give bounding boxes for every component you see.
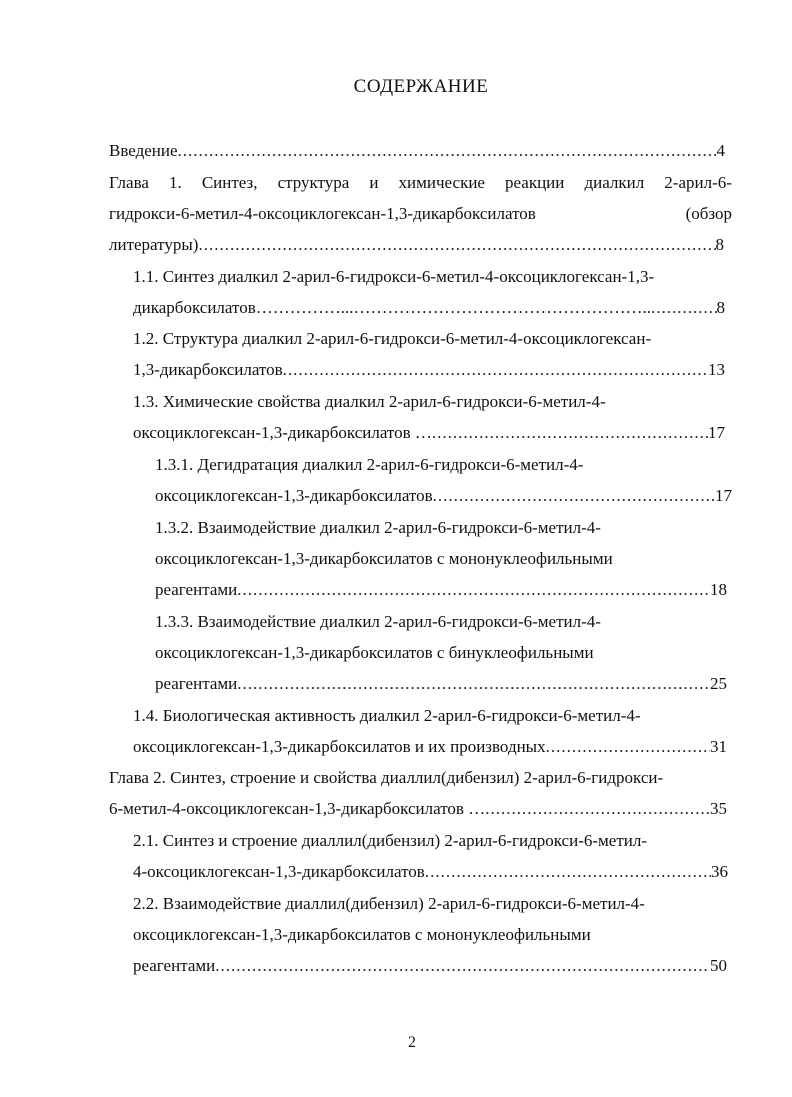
- toc-entry-1-3-1: [155, 449, 732, 511]
- toc-entry-1-1: [133, 261, 725, 323]
- leader-dots: [237, 574, 710, 605]
- toc-entry-title: 1.4. Биологическая активность диалкил 2-арил-6-гидрокси-6-метил-4-: [133, 706, 641, 725]
- toc-page-number: 13: [708, 360, 725, 379]
- toc-word: Синтез,: [201, 173, 258, 192]
- toc-entry-title: оксоциклогексан-1,3-дикарбоксилатов: [155, 486, 433, 505]
- toc-entry-title: 2.2. Взаимодействие диаллил(дибензил) 2-арил-6-гидрокси-6-метил-4-: [133, 894, 645, 913]
- toc-entry-title: реагентами: [155, 674, 238, 693]
- toc-entry-title: оксоциклогексан-1,3-дикарбоксилатов и их производных: [133, 737, 546, 756]
- toc-entry-title: Введение: [109, 141, 178, 160]
- toc-entry-title: (обзор: [685, 204, 732, 223]
- leader-dots: [485, 793, 710, 824]
- leader-dots: [432, 417, 708, 448]
- toc-page-number: 18: [710, 580, 727, 599]
- toc-entry-title: оксоциклогексан-1,3-дикарбоксилатов …: [133, 423, 432, 442]
- toc-entry-title: 1.1. Синтез диалкил 2-арил-6-гидрокси-6-метил-4-оксоциклогексан-1,3-: [133, 267, 655, 286]
- toc-entry-1-3-2: [155, 512, 727, 605]
- toc-entry-title: Глава 2. Синтез, строение и свойства диаллил(дибензил) 2-арил-6-гидрокси-: [109, 768, 664, 787]
- toc-word: 2-арил-6-: [664, 173, 732, 192]
- toc-word: реакции: [505, 173, 565, 192]
- toc-page-number: 35: [710, 799, 727, 818]
- toc-entry-title: 1.3.1. Дегидратация диалкил 2-арил-6-гидрокси-6-метил-4-: [155, 455, 584, 474]
- toc-entry-line: [109, 198, 732, 229]
- toc-page-number: 8: [716, 298, 725, 317]
- toc-page-number: 36: [711, 862, 728, 881]
- toc-entry-2-1: [133, 825, 728, 887]
- toc-entry-title: 1,3-дикарбоксилатов: [133, 360, 283, 379]
- toc-entry-title: 4-оксоциклогексан-1,3-дикарбоксилатов: [133, 862, 425, 881]
- toc-entry-title: литературы): [109, 235, 199, 254]
- page-title: СОДЕРЖАНИЕ: [353, 76, 489, 97]
- toc-entry-title: гидрокси-6-метил-4-оксоциклогексан-1,3-дикарбоксилатов: [109, 204, 536, 223]
- toc-entry-title: 1.3. Химические свойства диалкил 2-арил-6-гидрокси-6-метил-4-: [133, 392, 606, 411]
- toc-page-number: 50: [710, 956, 727, 975]
- leader-dots: [283, 354, 708, 385]
- toc-word: диалкил: [584, 173, 645, 192]
- toc-page-number: 31: [710, 737, 727, 756]
- toc-entry-chapter-2: [109, 762, 729, 824]
- toc-entry-title: реагентами: [133, 956, 216, 975]
- toc-entry-title: дикарбоксилатов……………...……………………………………………..: [133, 298, 651, 317]
- toc-entry-title: 6-метил-4-оксоциклогексан-1,3-дикарбоксилатов …: [109, 799, 486, 818]
- leader-dots: [546, 731, 710, 762]
- toc-word: и: [369, 173, 379, 192]
- leader-dots: [198, 229, 715, 260]
- leader-dots: [433, 480, 715, 511]
- toc-entry-title: оксоциклогексан-1,3-дикарбоксилатов с бинуклеофильными: [155, 643, 594, 662]
- toc-word: Глава: [109, 173, 149, 192]
- toc-page-number: 17: [708, 423, 725, 442]
- toc-entry-title: оксоциклогексан-1,3-дикарбоксилатов с мононуклеофильными: [133, 925, 591, 944]
- toc-word: 1.: [169, 173, 182, 192]
- leader-dots: [651, 292, 717, 323]
- leader-dots: [178, 135, 717, 166]
- toc-word: структура: [277, 173, 350, 192]
- toc-page-number: 8: [715, 235, 724, 254]
- toc-entry-1-2: [133, 323, 725, 385]
- toc-page-number: 25: [710, 674, 727, 693]
- toc-word: химические: [398, 173, 485, 192]
- toc-entry-1-4: [133, 700, 727, 762]
- leader-dots: [215, 950, 710, 981]
- page-number: 2: [408, 1034, 416, 1051]
- toc-entry-title: 1.2. Структура диалкил 2-арил-6-гидрокси-6-метил-4-оксоциклогексан-: [133, 329, 652, 348]
- toc-entry-2-2: [133, 888, 727, 981]
- toc-entry-line: [109, 167, 732, 198]
- toc-entry-1-3: [133, 386, 725, 448]
- toc-entry-title: 2.1. Синтез и строение диаллил(дибензил) 2-арил-6-гидрокси-6-метил-: [133, 831, 647, 850]
- toc-entry-title: оксоциклогексан-1,3-дикарбоксилатов с мононуклеофильными: [155, 549, 613, 568]
- leader-dots: [237, 668, 710, 699]
- toc-page-number: 17: [715, 486, 732, 505]
- toc-entry-intro: [109, 135, 725, 166]
- toc-page-number: 4: [716, 141, 725, 160]
- toc-entry-title: 1.3.3. Взаимодействие диалкил 2-арил-6-гидрокси-6-метил-4-: [155, 612, 601, 631]
- toc-entry-chapter-1: [109, 167, 732, 260]
- toc-entry-1-3-3: [155, 606, 727, 699]
- leader-dots: [425, 856, 711, 887]
- toc-entry-title: 1.3.2. Взаимодействие диалкил 2-арил-6-гидрокси-6-метил-4-: [155, 518, 601, 537]
- toc-entry-title: реагентами: [155, 580, 238, 599]
